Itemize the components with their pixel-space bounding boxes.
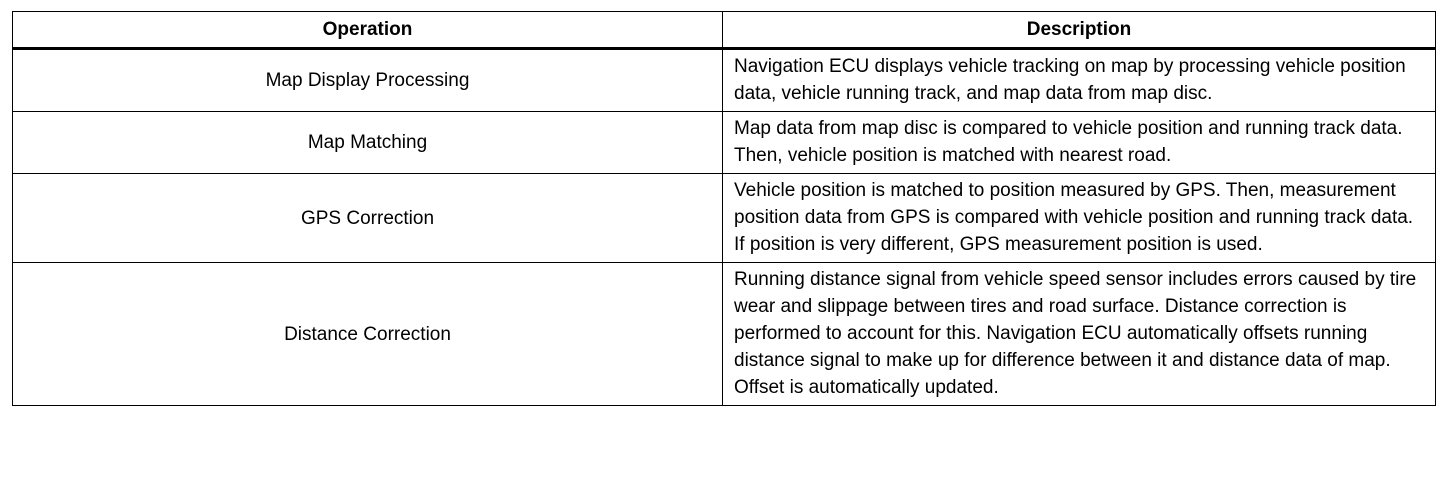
operation-cell: Distance Correction bbox=[13, 263, 723, 406]
table-header bbox=[13, 12, 1436, 49]
table-row bbox=[13, 263, 1436, 406]
description-cell: Map data from map disc is compared to vehicle position and running track data. Then, vehicle position is matched with nearest road. bbox=[723, 112, 1436, 174]
operations-table bbox=[12, 11, 1436, 406]
header-description: Description bbox=[723, 12, 1436, 49]
table-body bbox=[13, 49, 1436, 406]
operation-cell: Map Matching bbox=[13, 112, 723, 174]
description-cell: Running distance signal from vehicle speed sensor includes errors caused by tire wear and slippage between tires and road surface. Distance correction is performed to account for this. Navigation ECU automatically offsets running distance signal to make up for difference between it and distance data of map. Offset is automatically updated. bbox=[723, 263, 1436, 406]
header-row bbox=[13, 12, 1436, 49]
description-cell: Vehicle position is matched to position measured by GPS. Then, measurement position data from GPS is compared with vehicle position and running track data. If position is very different, GPS measurement position is used. bbox=[723, 174, 1436, 263]
header-operation: Operation bbox=[13, 12, 723, 49]
operation-cell: Map Display Processing bbox=[13, 49, 723, 112]
table-row bbox=[13, 112, 1436, 174]
table-row bbox=[13, 49, 1436, 112]
table-row bbox=[13, 174, 1436, 263]
operation-cell: GPS Correction bbox=[13, 174, 723, 263]
description-cell: Navigation ECU displays vehicle tracking on map by processing vehicle position data, vehicle running track, and map data from map disc. bbox=[723, 49, 1436, 112]
